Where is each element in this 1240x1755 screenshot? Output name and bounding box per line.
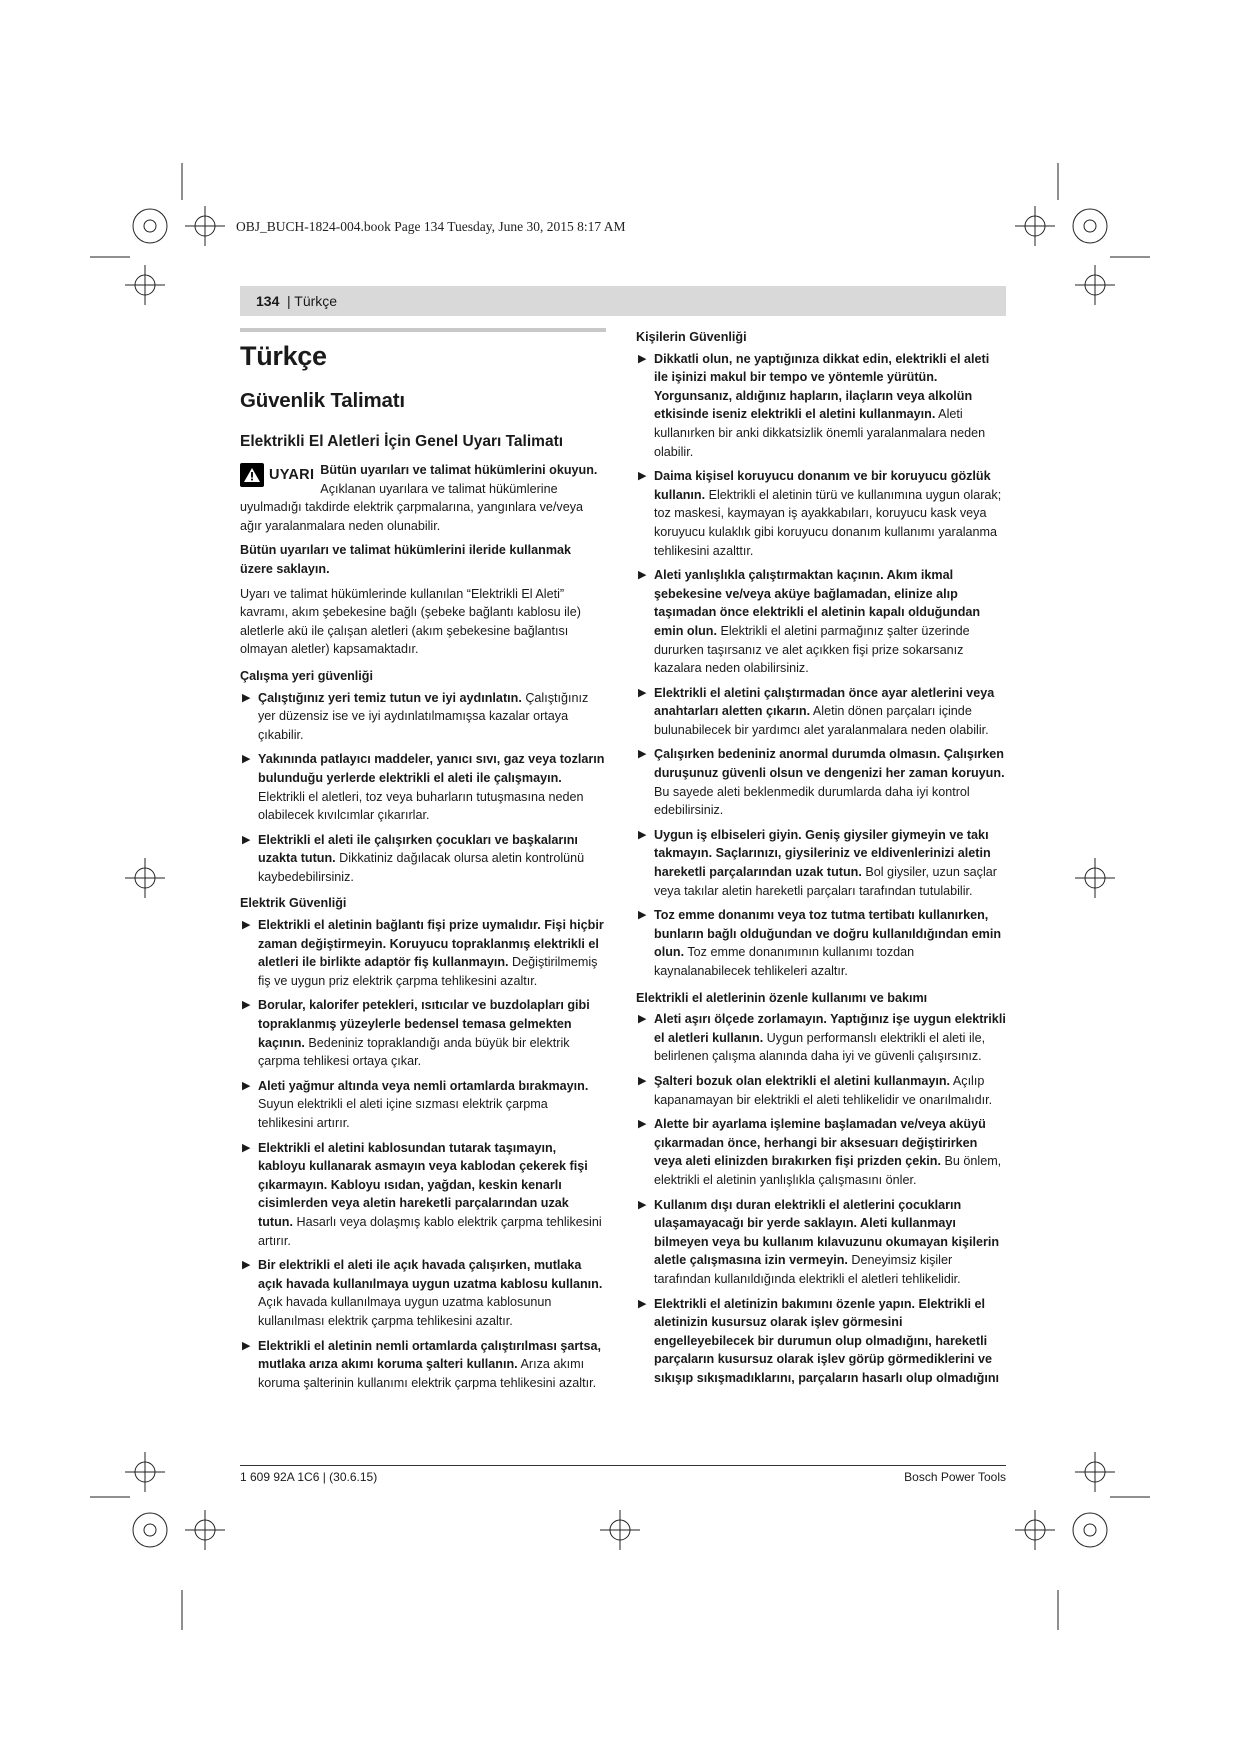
item-text: Toz emme donanımının kullanımı tozdan kaynalanabilecek tehlikeleri azaltır. — [654, 945, 915, 978]
list-item — [636, 1010, 1006, 1066]
footer-rule — [240, 1465, 1006, 1466]
item-text: Açılıp kapanamayan bir elektrikli el aleti tehlikelidir ve onarılmalıdır. — [654, 1073, 993, 1107]
left-column — [240, 328, 606, 1398]
list-item — [240, 750, 606, 824]
item-bold: Şalteri bozuk olan elektrikli el aletini kullanmayın. — [654, 1073, 951, 1088]
registration-mark-right-middle — [1075, 858, 1115, 898]
bullet-arrow-icon: ▶ — [638, 1198, 647, 1211]
list-item — [240, 996, 606, 1070]
bullet-arrow-icon: ▶ — [638, 909, 647, 922]
item-text: Elektrikli el aletinin türü ve kullanımına uygun olarak; toz maskesi, kaymayan iş ayakkabıları, koruyucu kask veya koruyucu kulaklık gibi koruyucu donanım kullanımı yaralanma tehlikesini azalttır. — [654, 487, 1002, 558]
item-bold: Aleti yağmur altında veya nemli ortamlarda bırakmayın. — [258, 1078, 589, 1093]
title-rule — [240, 328, 606, 332]
item-bold: Borular, kalorifer petekleri, ısıtıcılar ve buzdolapları gibi topraklanmış yüzeylerle bedensel temasa gelmekten kaçının. — [258, 998, 590, 1050]
registration-mark-top-left — [185, 206, 225, 246]
warning-bold: Bütün uyarıları ve talimat hükümlerini okuyun. — [320, 463, 598, 477]
list-personal-safety — [636, 350, 1006, 981]
list-item — [240, 1139, 606, 1251]
registration-mark-bottom-left — [185, 1510, 225, 1550]
item-bold: Elektrikli el aletinin bağlantı fişi prize uymalıdır. Fişi hiçbir zaman değiştirmeyin. Koruyucu topraklanmış elektrikli el aletleri ile birlikte adaptör fiş kullanmayın. — [258, 918, 604, 970]
starburst-mark-top-right — [1073, 209, 1107, 243]
item-bold: Çalıştığınız yeri temiz tutun ve iyi aydınlatın. — [258, 690, 522, 705]
bullet-arrow-icon: ▶ — [242, 753, 251, 766]
item-text: Aletin dönen parçaları içinde bulunabilecek bir yardımcı alet yaralanmalara neden olabilir. — [654, 704, 989, 737]
warning-badge — [240, 463, 314, 487]
footer-document-number: 1 609 92A 1C6 | (30.6.15) — [240, 1470, 378, 1484]
running-head — [240, 286, 1006, 316]
running-head-separator: | — [287, 293, 295, 309]
bullet-arrow-icon: ▶ — [638, 470, 647, 483]
list-item — [636, 684, 1006, 740]
list-item — [240, 1077, 606, 1133]
subsection-title-electrical: Elektrik Güvenliği — [240, 896, 347, 911]
item-text: Elektrikli el aletleri, toz veya buharların tutuşmasına neden olabilecek kıvılcımlar çıkarırlar. — [258, 789, 584, 823]
registration-mark-top-right — [1015, 206, 1055, 246]
list-item — [636, 1196, 1006, 1289]
item-bold: Dikkatli olun, ne yaptığınıza dikkat edin, elektrikli el aleti ile işinizi makul bir tempo ve yöntemle yürütün. Yorgunsanız, aldığınız hapların, ilaçların veya alkolün etkisinde iseniz elektrikli el aletini kullanmayın. — [654, 351, 990, 422]
item-text: Bol giysiler, uzun saçlar veya takılar aletin hareketli parçaları tarafından tutulabilir. — [654, 865, 997, 898]
page-number: 134 — [256, 293, 280, 309]
keep-instruction: Bütün uyarıları ve talimat hükümlerini ileride kullanmak üzere saklayın. — [240, 543, 572, 576]
item-bold: Bir elektrikli el aleti ile açık havada çalışırken, mutlaka açık havada kullanılmaya uygun uzatma kablosu kullanın. — [258, 1258, 603, 1291]
definition-paragraph: Uyarı ve talimat hükümlerinde kullanılan “Elektrikli El Aleti” kavramı, akım şebekesine bağlı (şebeke bağlantı kablosu ile) aletlerle akü ile çalışan aletleri (akım şebekesine bağlantısı olmayan aletler) kapsamaktadır. — [240, 586, 581, 657]
item-bold: Yakınında patlayıcı maddeler, yanıcı sıvı, gaz veya tozların bulunduğu yerlerde elektrikli el aleti ile çalışmayın. — [258, 752, 605, 785]
item-text: Çalıştığınız yer düzensiz ise ve iyi aydınlatılmamışsa kazalar ortaya çıkabilir. — [258, 690, 589, 742]
page-title: Türkçe — [240, 341, 327, 371]
section-title: Güvenlik Talimatı — [240, 389, 405, 412]
list-item — [636, 1295, 1006, 1388]
bullet-arrow-icon: ▶ — [242, 1141, 251, 1154]
item-bold: Daima kişisel koruyucu donanım ve bir koruyucu gözlük kullanın. — [654, 469, 991, 502]
registration-mark-left-bottom — [125, 1452, 165, 1492]
item-bold: Elektrikli el aletini çalıştırmadan önce ayar aletlerini veya anahtarları aletten çıkarın. — [654, 685, 995, 719]
item-bold: Aleti aşırı ölçede zorlamayın. Yaptığınız işe uygun elektrikli el aletleri kullanın. — [654, 1012, 1006, 1045]
warning-label: UYARI — [269, 467, 315, 483]
list-item — [240, 1256, 606, 1330]
item-bold: Elektrikli el aletini kablosundan tutarak taşımayın, kabloyu kullanarak asmayın veya kablodan çekerek fişi çıkarmayın. Kabloyu ısıdan, yağdan, keskin kenarlı cisimlerden veya aletin hareketli parçalarından uzak tutun. — [258, 1140, 588, 1229]
list-electrical — [240, 916, 606, 1392]
item-text: Suyun elektrikli el aleti içine sızması elektrik çarpma tehlikesini artırır. — [258, 1097, 548, 1130]
warning-body: Açıklanan uyarılara ve talimat hükümlerine uyulmadığı takdirde elektrik çarpmalarına, yangınlara ve/veya ağır yaralanmalara neden olunabilir. — [240, 481, 584, 533]
list-item — [636, 1072, 1006, 1109]
bullet-arrow-icon: ▶ — [638, 748, 647, 761]
bullet-arrow-icon: ▶ — [242, 999, 251, 1012]
bullet-arrow-icon: ▶ — [242, 691, 251, 704]
item-bold: Kullanım dışı duran elektrikli el aletlerini çocukların ulaşamayacağı bir yerde saklayın. Aleti kullanmayı bilmeyen veya bu kullanım kılavuzunu okumayan kişilerin aletle çalışmasına izin vermeyin. — [654, 1197, 1000, 1268]
bullet-arrow-icon: ▶ — [638, 1074, 647, 1087]
bullet-arrow-icon: ▶ — [638, 686, 647, 699]
item-bold: Toz emme donanımı veya toz tutma tertibatı kullanırken, bunların bağlı olduğundan ve doğru kullanıldığından emin olun. — [654, 908, 1002, 960]
warning-triangle-icon — [240, 463, 264, 487]
subsection-title-personal-safety: Kişilerin Güvenliği — [636, 330, 747, 344]
item-text: Deneyimsiz kişiler tarafından kullanıldığında elektrikli el aletleri tehlikelidir. — [654, 1253, 961, 1286]
item-bold: Elektrikli el aletinin nemli ortamlarda çalıştırılması şartsa, mutlaka arıza akımı koruma şalteri kullanın. — [258, 1338, 601, 1372]
registration-mark-left-middle — [125, 858, 165, 898]
registration-mark-left-top — [125, 265, 165, 305]
list-item — [636, 906, 1006, 980]
bullet-arrow-icon: ▶ — [242, 1259, 251, 1272]
item-text: Aleti kullanırken bir anki dikkatsizlik önemli yaralanmalara neden olabilir. — [654, 407, 986, 459]
item-text: Hasarlı veya dolaşmış kablo elektrik çarpma tehlikesini artırır. — [258, 1214, 602, 1248]
item-text: Açık havada kullanılmaya uygun uzatma kablosunun kullanılması elektrik çarpma tehlikesini azaltır. — [258, 1295, 552, 1328]
list-item — [636, 566, 1006, 678]
item-text: Değiştirilmemiş fiş ve uygun priz elektrik çarpma tehlikesini azaltır. — [258, 955, 598, 988]
item-bold: Aleti yanlışlıkla çalıştırmaktan kaçının. Akım ikmal şebekesine ve/veya aküye bağlamadan, elinize alıp taşımadan önce elektrikli el aletinin kapalı olduğundan emin olun. — [654, 568, 981, 638]
item-text: Elektrikli el aletini parmağınız şalter üzerinde dururken taşırsanız ve alet açıkken fişi prize sokarsanız kazalara neden olabilirsiniz. — [654, 623, 970, 676]
bullet-arrow-icon: ▶ — [242, 919, 251, 932]
list-item — [240, 689, 606, 745]
bullet-arrow-icon: ▶ — [242, 833, 251, 846]
bullet-arrow-icon: ▶ — [242, 1079, 251, 1092]
registration-mark-right-bottom — [1075, 1452, 1115, 1492]
item-bold: Elektrikli el aletinizin bakımını özenle yapın. Elektrikli el aletinizin kusursuz olarak işlev görmesini engelleyebilecek bir durumun olup olmadığını, hareketli parçaların kusursuz olarak işlev görüp görmediklerini ve sıkışıp sıkışmadıklarını, parçaların hasarlı olup olmadığını — [654, 1296, 1000, 1385]
list-tool-use-care — [636, 1010, 1006, 1387]
item-text: Dikkatiniz dağılacak olursa aletin kontrolünü kaybedebilirsiniz. — [258, 851, 585, 884]
item-text: Bu sayede aleti beklenmedik durumlarda daha iyi kontrol edebilirsiniz. — [654, 784, 970, 818]
bullet-arrow-icon: ▶ — [242, 1339, 251, 1352]
list-item — [636, 1115, 1006, 1189]
list-item — [240, 1337, 606, 1393]
bullet-arrow-icon: ▶ — [638, 1297, 647, 1310]
item-text: Uygun performanslı elektrikli el aleti ile, belirlenen çalışma alanında daha iyi ve güvenli çalışırsınız. — [654, 1030, 986, 1064]
footer-brand: Bosch Power Tools — [904, 1470, 1006, 1484]
print-job-header: OBJ_BUCH-1824-004.book Page 134 Tuesday, June 30, 2015 8:17 AM — [236, 219, 626, 234]
list-item — [636, 745, 1006, 819]
item-bold: Elektrikli el aleti ile çalışırken çocukları ve başkalarını uzakta tutun. — [258, 832, 578, 866]
section-heading: Elektrikli El Aletleri İçin Genel Uyarı Talimatı — [240, 433, 564, 450]
list-item — [240, 916, 606, 990]
list-item — [636, 467, 1006, 560]
bullet-arrow-icon: ▶ — [638, 1013, 647, 1026]
list-item — [636, 826, 1006, 900]
item-bold: Çalışırken bedeniniz anormal durumda olmasın. Çalışırken duruşunuz güvenli olsun ve dengenizi her zaman koruyun. — [654, 747, 1005, 781]
bullet-arrow-icon: ▶ — [638, 352, 647, 365]
item-bold: Uygun iş elbiseleri giyin. Geniş giysiler giymeyin ve takı takmayın. Saçlarınızı, giysileriniz ve eldivenlerinizi aletin hareketli parçalarından uzak tutun. — [654, 827, 991, 880]
starburst-mark-bottom-left — [133, 1513, 167, 1547]
registration-mark-bottom-right — [1015, 1510, 1055, 1550]
bullet-arrow-icon: ▶ — [638, 828, 647, 841]
starburst-mark-top-left — [133, 209, 167, 243]
item-text: Bedeniniz topraklandığı anda büyük bir elektrik çarpma tehlikesi ortaya çıkar. — [258, 1035, 570, 1069]
item-text: Bu önlem, elektrikli el aletinin yanlışlıkla çalışmasını önler. — [654, 1154, 1002, 1187]
subsection-title-tool-use-care: Elektrikli el aletlerinin özenle kullanımı ve bakımı — [636, 990, 928, 1005]
running-head-language — [287, 293, 337, 309]
registration-mark-bottom-center — [600, 1510, 640, 1550]
right-column — [636, 328, 1006, 1393]
warning-block — [240, 461, 606, 535]
bullet-arrow-icon: ▶ — [638, 569, 647, 582]
list-item — [240, 831, 606, 887]
list-work-area — [240, 689, 606, 887]
running-head-language-label: Türkçe — [294, 293, 338, 309]
starburst-mark-bottom-right — [1073, 1513, 1107, 1547]
subsection-title-work-area: Çalışma yeri güvenliği — [240, 668, 373, 683]
bullet-arrow-icon: ▶ — [638, 1118, 647, 1131]
item-bold: Alette bir ayarlama işlemine başlamadan ve/veya aküyü çıkarmadan önce, herhangi bir aksesuarı değiştirirken veya aleti elinizden bırakırken fişi prizden çekin. — [654, 1117, 986, 1169]
list-item — [636, 350, 1006, 462]
item-text: Arıza akımı koruma şalterinin kullanımı elektrik çarpma tehlikesini azaltır. — [258, 1357, 597, 1390]
registration-mark-right-top — [1075, 265, 1115, 305]
